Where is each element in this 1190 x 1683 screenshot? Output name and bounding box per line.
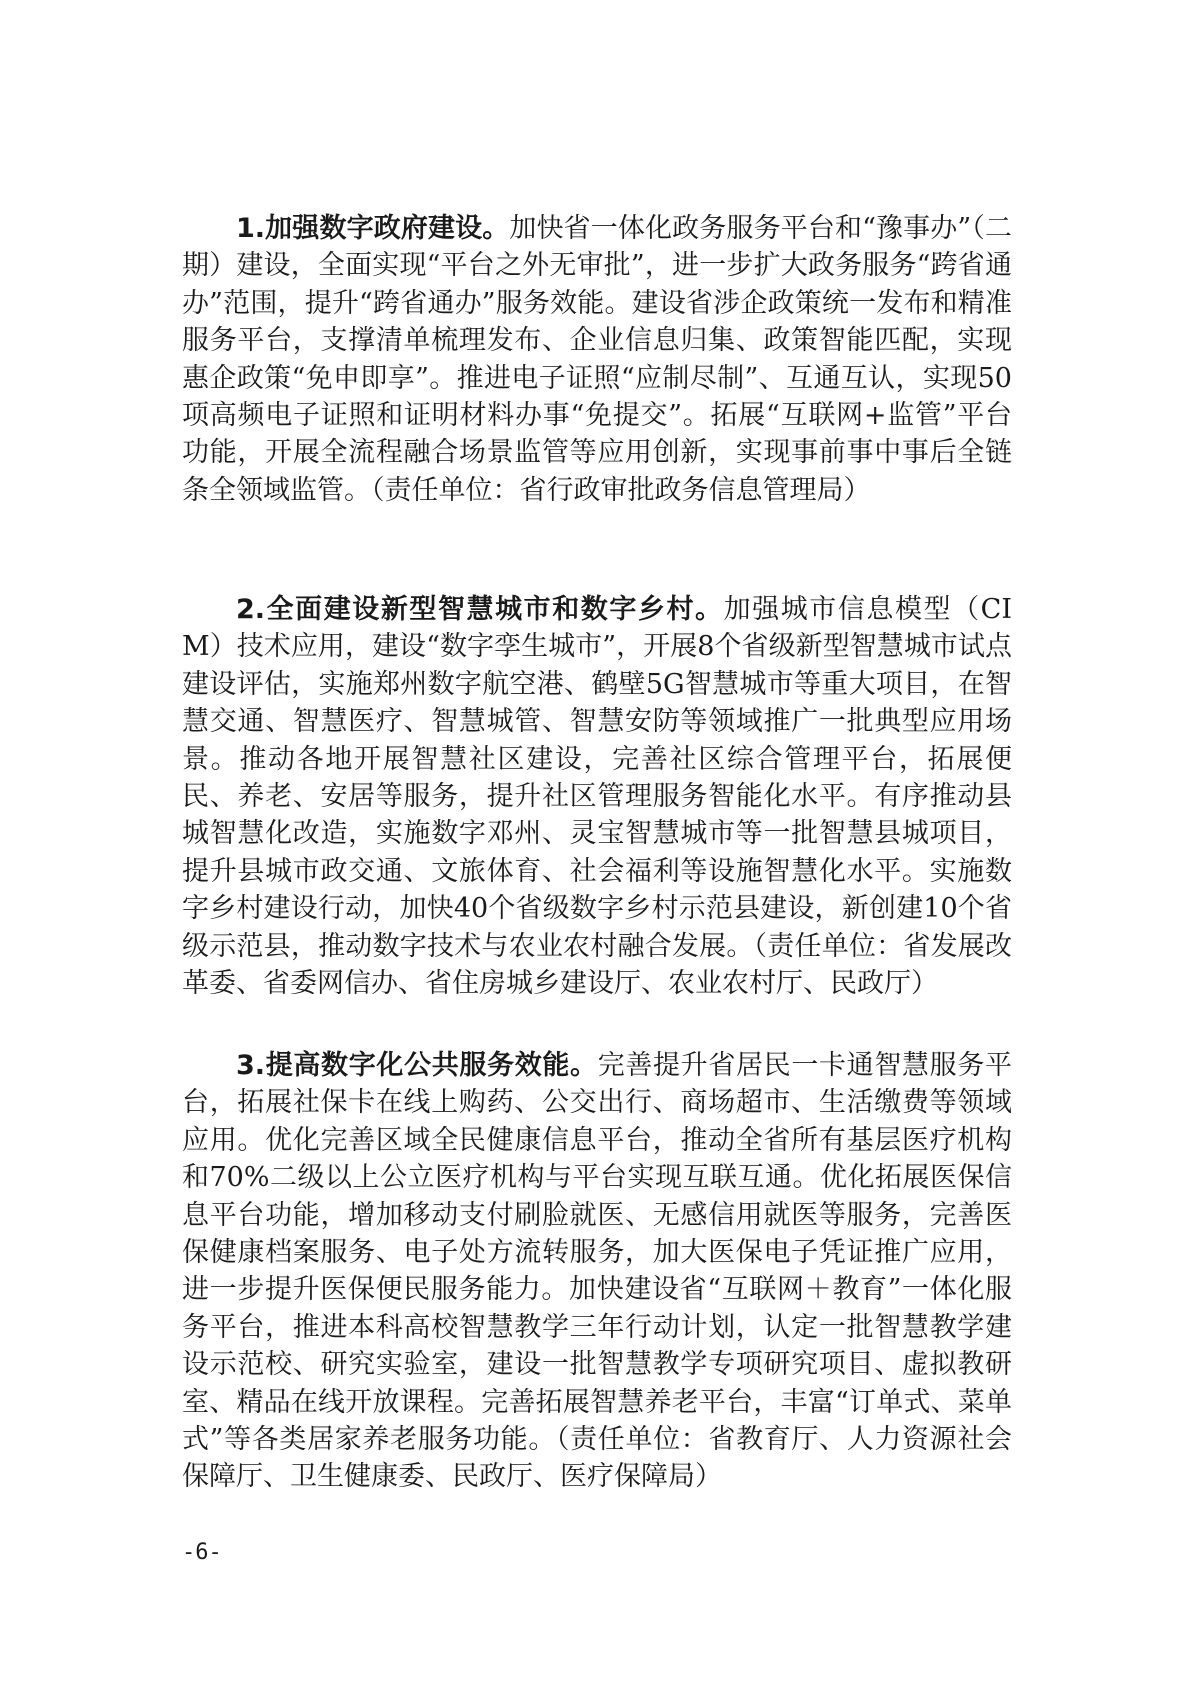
section-digital-government (182, 210, 1012, 509)
section-body: 完善提升省居民一卡通智慧服务平台，拓展社保卡在线上购药、公交出行、商场超市、生活缴费等领域应用。优化完善区域全民健康信息平台，推动全省所有基层医疗机构和70%二级以上公立医疗机构与平台实现互联互通。优化拓展医保信息平台功能，增加移动支付刷脸就医、无感信用就医等服务，完善医保健康档案服务、电子处方流转服务，加大医保电子凭证推广应用，进一步提升医保便民服务能力。加快建设省“互联网＋教育”一体化服务平台，推进本科高校智慧教学三年行动计划，认定一批智慧教学建设示范校、研究实验室，建设一批智慧教学专项研究项目、虚拟教研室、精品在线开放课程。完善拓展智慧养老平台，丰富“订单式、菜单式”等各类居家养老服务功能。（责任单位：省教育厅、人力资源社会保障厅、卫生健康委、民政厅、医疗保障局） (182, 1050, 1012, 1493)
section-body: 加强城市信息模型（CIM）技术应用，建设“数字孪生城市”，开展8个省级新型智慧城市试点建设评估，实施郑州数字航空港、鹤壁5G智慧城市等重大项目，在智慧交通、智慧医疗、智慧城管、智慧安防等领域推广一批典型应用场景。推动各地开展智慧社区建设，完善社区综合管理平台，拓展便民、养老、安居等服务，提升社区管理服务智能化水平。有序推动县城智慧化改造，实施数字邓州、灵宝智慧城市等一批智慧县城项目，提升县城市政交通、文旅体育、社会福利等设施智慧化水平。实施数字乡村建设行动，加快40个省级数字乡村示范县建设，新创建10个省级示范县，推动数字技术与农业农村融合发展。（责任单位：省发展改革委、省委网信办、省住房城乡建设厅、农业农村厅、民政厅） (182, 594, 1012, 1000)
section-body: 加快省一体化政务服务平台和“豫事办”（二期）建设，全面实现“平台之外无审批”，进一步扩大政务服务“跨省通办”范围，提升“跨省通办”服务效能。建设省涉企政策统一发布和精准服务平台，支撑清单梳理发布、企业信息归集、政策智能匹配，实现惠企政策“免申即享”。推进电子证照“应制尽制”、互通互认，实现50项高频电子证照和证明材料办事“免提交”。拓展“互联网+监管”平台功能，开展全流程融合场景监管等应用创新，实现事前事中事后全链条全领域监管。（责任单位：省行政审批政务信息管理局） (182, 213, 1012, 506)
page-number: -6- (182, 1540, 222, 1565)
section-heading: 2.全面建设新型智慧城市和数字乡村。 (236, 594, 724, 625)
section-heading: 1.加强数字政府建设。 (236, 213, 510, 244)
section-public-services (182, 1047, 1012, 1496)
section-smart-city (182, 591, 1012, 1002)
section-heading: 3.提高数字化公共服务效能。 (236, 1050, 598, 1081)
